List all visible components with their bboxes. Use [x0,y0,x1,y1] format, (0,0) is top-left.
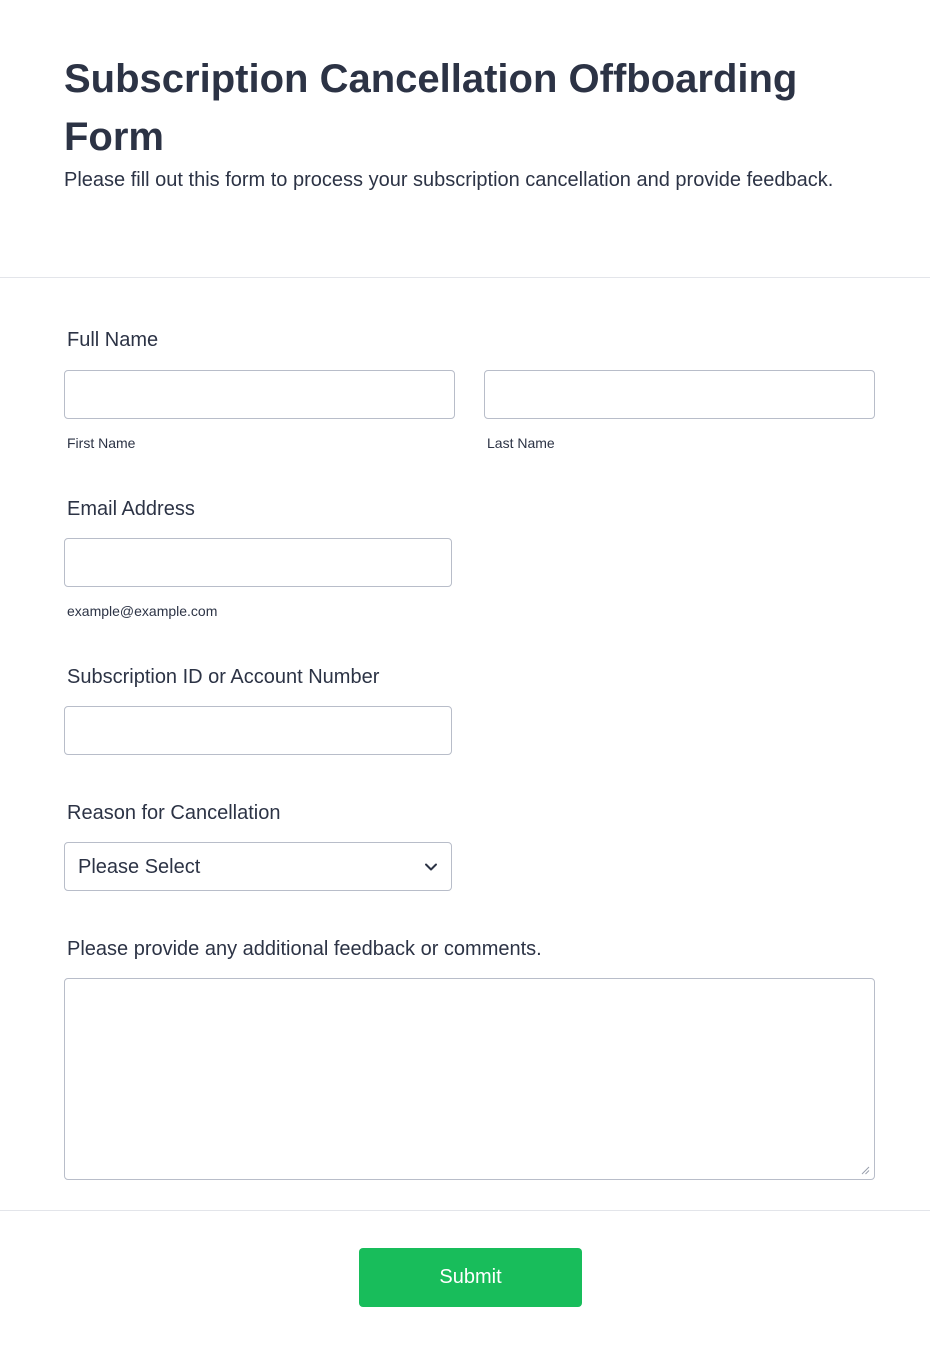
reason-select-value: Please Select [78,856,201,878]
submit-button[interactable]: Submit [359,1248,582,1307]
subscription-id-input[interactable] [64,706,452,755]
full-name-label: Full Name [67,329,159,351]
reason-select[interactable] [64,842,452,891]
first-name-input[interactable] [64,370,455,419]
first-name-sublabel: First Name [67,435,136,451]
email-label: Email Address [67,498,195,520]
email-sublabel: example@example.com [67,603,218,619]
reason-label: Reason for Cancellation [67,802,281,824]
feedback-textarea[interactable] [64,978,875,1180]
form-subtitle: Please fill out this form to process your subscription cancellation and provide feedback. [64,169,834,191]
email-input[interactable] [64,538,452,587]
feedback-label: Please provide any additional feedback or comments. [67,938,542,960]
chevron-down-icon [423,859,439,875]
footer-divider [0,1210,930,1211]
resize-handle-icon[interactable] [861,1166,870,1175]
last-name-sublabel: Last Name [487,435,555,451]
subscription-id-label: Subscription ID or Account Number [67,666,380,688]
form-header [0,0,930,278]
form-title: Subscription Cancellation Offboarding Form [64,57,798,159]
last-name-input[interactable] [484,370,875,419]
